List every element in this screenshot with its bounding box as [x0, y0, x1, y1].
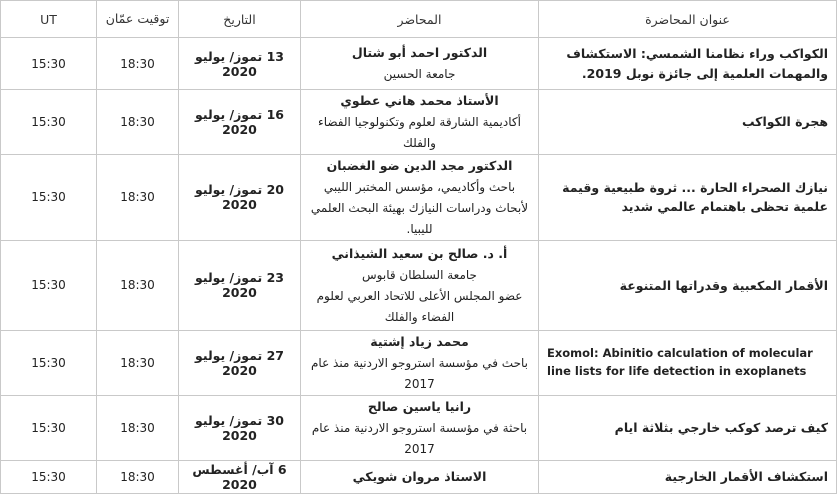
lecture-date: 20 تموز/ يوليو 2020	[179, 154, 301, 240]
amman-time: 18:30	[97, 240, 179, 330]
table-row	[1, 330, 837, 395]
lecturer-cell	[301, 154, 539, 240]
lecture-title: الأقمار المكعبية وقدراتها المتنوعة	[539, 240, 837, 330]
amman-time: 18:30	[97, 154, 179, 240]
lecturer-cell	[301, 38, 539, 90]
ut-time: 15:30	[1, 240, 97, 330]
lecturer-affiliation: باحث في مؤسسة استروجو الاردنية منذ عام 2017	[311, 355, 528, 391]
ut-time: 15:30	[1, 460, 97, 493]
ut-time: 15:30	[1, 154, 97, 240]
lecturer-affiliation: عضو المجلس الأعلى للاتحاد العربي لعلوم الفضاء والفلك	[316, 288, 523, 324]
lecturer-affiliation: جامعة الحسين	[383, 66, 456, 81]
table-body	[1, 38, 837, 494]
lecture-title: استكشاف الأقمار الخارجية	[539, 460, 837, 493]
lecturer-cell	[301, 330, 539, 395]
table-row	[1, 395, 837, 460]
table-row	[1, 460, 837, 493]
header-amman-time: توقيت عمّان	[97, 1, 179, 38]
lecture-title: نيازك الصحراء الحارة ... ثروة طبيعية وقيمة علمية تحظى باهتمام عالمي شديد	[539, 154, 837, 240]
lecturer-affiliation: باحث وأكاديمي، مؤسس المختبر الليبي لأبحاث ودراسات النيازك بهيئة البحث العلمي لليبيا.	[310, 179, 529, 236]
table-header	[1, 1, 837, 38]
lecture-title: الكواكب وراء نظامنا الشمسي: الاستكشاف والمهمات العلمية إلى جائزة نوبل 2019.	[539, 38, 837, 90]
lecturer-name: الأستاذ محمد هاني عطوي	[340, 93, 499, 108]
amman-time: 18:30	[97, 330, 179, 395]
lecture-date: 16 تموز/ يوليو 2020	[179, 90, 301, 155]
header-lecturer: المحاضر	[301, 1, 539, 38]
lecturer-name: محمد زياد إشتية	[370, 333, 469, 349]
header-lecture-title: عنوان المحاضرة	[539, 1, 837, 38]
lecture-title: Exomol: Abinitio calculation of molecular line lists for life detection in exoplanets	[539, 330, 837, 395]
lecture-title: كيف ترصد كوكب خارجي بثلاثة ايام	[539, 395, 837, 460]
lecturer-cell	[301, 460, 539, 493]
lecture-title: هجرة الكواكب	[539, 90, 837, 155]
table-row	[1, 154, 837, 240]
ut-time: 15:30	[1, 395, 97, 460]
amman-time: 18:30	[97, 460, 179, 493]
ut-time: 15:30	[1, 38, 97, 90]
lecturer-affiliation: باحثة في مؤسسة استروجو الاردنية منذ عام 2017	[311, 420, 528, 456]
header-ut: UT	[1, 1, 97, 38]
header-date: التاريخ	[179, 1, 301, 38]
lecturer-name: أ. د. صالح بن سعيد الشيذاني	[331, 245, 508, 261]
ut-time: 15:30	[1, 330, 97, 395]
lecturer-name: رانيا ياسين صالح	[367, 398, 472, 414]
table-row	[1, 90, 837, 155]
amman-time: 18:30	[97, 90, 179, 155]
lecturer-name: الاستاذ مروان شويكي	[352, 468, 487, 484]
lecture-date: 13 تموز/ يوليو 2020	[179, 38, 301, 90]
amman-time: 18:30	[97, 38, 179, 90]
lecturer-name: الدكتور احمد أبو شتال	[351, 45, 488, 61]
lecturer-name: الدكتور مجد الدين ضو الغضبان	[326, 157, 513, 173]
lecture-date: 27 تموز/ يوليو 2020	[179, 330, 301, 395]
lecture-date: 23 تموز/ يوليو 2020	[179, 240, 301, 330]
table-row	[1, 240, 837, 330]
lecturer-cell	[301, 240, 539, 330]
table-row	[1, 38, 837, 90]
ut-time: 15:30	[1, 90, 97, 155]
lecturer-cell	[301, 90, 539, 155]
lecturer-affiliation: أكاديمية الشارقة لعلوم وتكنولوجيا الفضاء والفلك	[318, 114, 521, 150]
amman-time: 18:30	[97, 395, 179, 460]
lecture-date: 6 آب/ أغسطس 2020	[179, 460, 301, 493]
lecturer-cell	[301, 395, 539, 460]
lecture-date: 30 تموز/ يوليو 2020	[179, 395, 301, 460]
lecturer-affiliation: جامعة السلطان قابوس	[362, 267, 477, 282]
